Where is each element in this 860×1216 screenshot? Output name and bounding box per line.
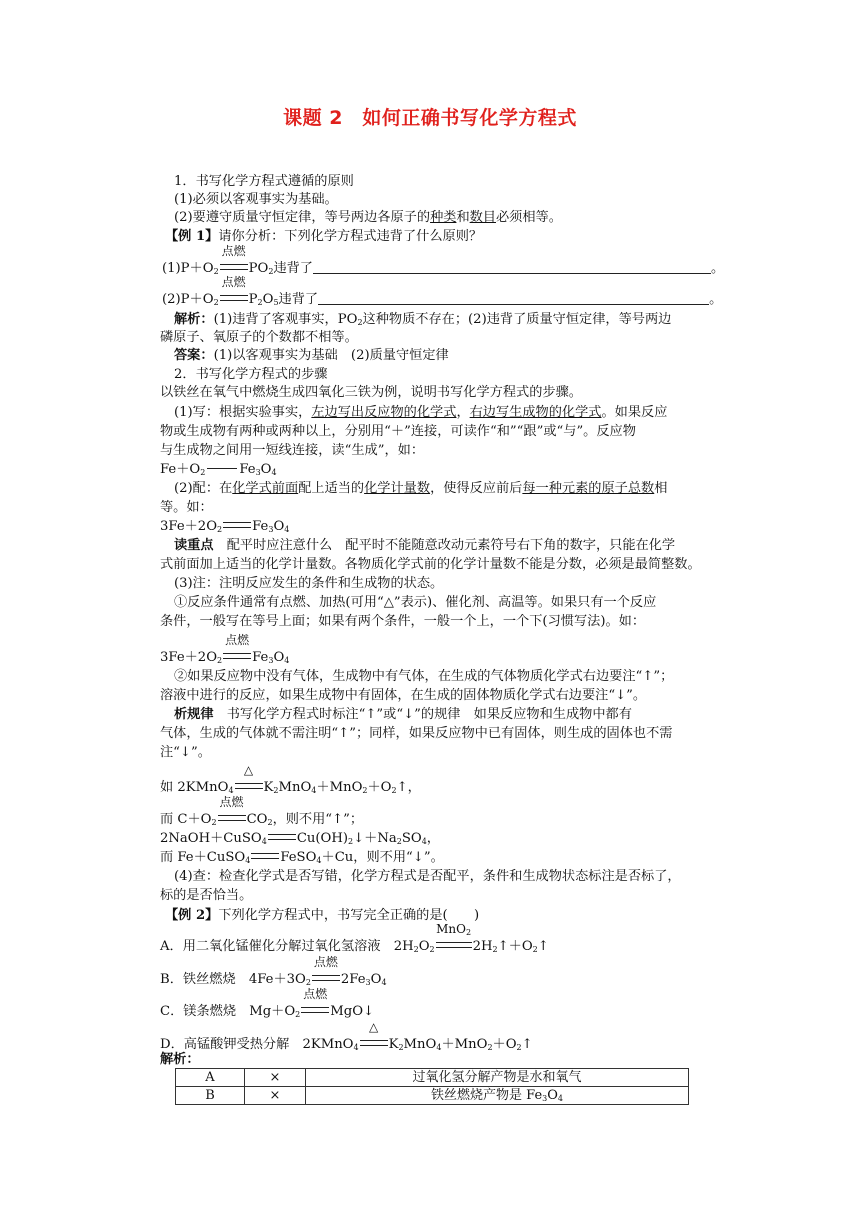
paragraph: (2)要遵守质量守恒定律，等号两边各原子的种类和数目必须相等。 [174, 210, 562, 225]
option-b: B．铁丝燃烧 $4Fe+3O_2$ 点燃 $2Fe_3O_4$ [160, 955, 387, 987]
equation: 2NaOH＋CuSO$_4$ $Cu(OH)_2↓+Na_2SO_4$， [160, 831, 440, 846]
equation: $3Fe+2O_2$ 点燃 $Fe_3O_4$ [160, 633, 290, 665]
table-cell-option: B [176, 1087, 245, 1105]
paragraph: 以铁丝在氧气中燃烧生成四氧化三铁为例，说明书写化学方程式的步骤。 [160, 385, 582, 400]
paragraph: (1)必须以客观事实为基础。 [174, 192, 338, 207]
step-write: (1)写：根据实验事实，左边写出反应物的化学式，右边写生成物的化学式。如果反应 [174, 405, 668, 420]
step-annotate: (3)注：注明反应发生的条件和生成物的状态。 [174, 576, 444, 591]
option-d: D．高锰酸钾受热分解 2KMnO$_4$ △ $K_2MnO_4+MnO_2+O_2↑$ [160, 1020, 533, 1052]
paragraph: ②如果反应物中没有气体，生成物中有气体，在生成的气体物质化学式右边要注“↑”； [174, 669, 674, 684]
rule-note-cont: 气体，生成的气体就不需注明“↑”；同样，如果反应物中已有固体，则生成的固体也不需 [160, 726, 673, 741]
example-1-analysis: 解析：(1)违背了客观事实，$PO_2$这种物质不存在；(2)违背了质量守恒定律，等号两边 [174, 312, 672, 327]
key-point-cont: 式前面加上适当的化学计量数。各物质化学式前的化学计量数不能是分数，必须是最简整数。 [160, 557, 701, 572]
table-cell-reason: 铁丝燃烧产物是 $Fe_3O_4$ [306, 1087, 689, 1105]
example-2-analysis-label: 解析： [160, 1052, 200, 1067]
section-heading: 2．书写化学方程式的步骤 [174, 367, 328, 382]
paragraph: 物或生成物有两种或两种以上，分别用“＋”连接，可读作“和”“跟”或“与”。反应物 [160, 424, 636, 439]
paragraph: 溶液中进行的反应，如果生成物中有固体，在生成的固体物质化学式右边要注“↓”。 [160, 688, 647, 703]
rule-note-cont: 注“↓”。 [160, 745, 211, 760]
table-cell-mark: × [245, 1069, 306, 1087]
step-balance: (2)配：在化学式前面配上适当的化学计量数，使得反应前后每一种元素的原子总数相 [174, 481, 668, 496]
paragraph: 与生成物之间用一短线连接，读“生成”，如： [160, 443, 425, 458]
rule-note: 析规律 书写化学方程式时标注“↑”或“↓”的规律 如果反应物和生成物中都有 [174, 707, 632, 722]
table-cell-mark: × [245, 1087, 306, 1105]
equation: $3Fe+2O_2$ $Fe_3O_4$ [160, 519, 290, 534]
example-2-prompt: 【例 2】下列化学方程式中，书写完全正确的是( ) [165, 908, 480, 923]
example-1-analysis-cont: 磷原子、氧原子的个数都不相等。 [160, 330, 358, 345]
equation: 而 $C+O_2$ 点燃 $CO_2$，则不用“↑”； [160, 795, 364, 827]
step-check: (4)查：检查化学式是否写错，化学方程式是否配平，条件和生成物状态标注是否标了， [174, 869, 681, 884]
key-point: 读重点 配平时应注意什么 配平时不能随意改动元素符号右下角的数字，只能在化学 [174, 538, 676, 553]
option-a: A．用二氧化锰催化分解过氧化氢溶液 $2H_2O_2$ MnO$_2$ $2H_2↑+O_2↑$ [160, 922, 549, 954]
table-cell-reason: 过氧化氢分解产物是水和氧气 [306, 1069, 689, 1087]
example-1-q2: $(2)P+O_2$ 点燃 $P_2O_5$违背了 。 [162, 275, 723, 307]
equation: $Fe+O_2$ $Fe_3O_4$ [160, 462, 277, 477]
paragraph: 条件，一般写在等号上面；如果有两个条件，一般一个上，一个下(习惯写法)。如： [160, 614, 646, 629]
table-row [176, 1069, 689, 1087]
option-c: C．镁条燃烧 $Mg+O_2$ 点燃 MgO↓ [160, 987, 375, 1019]
paragraph: 等。如： [160, 500, 213, 515]
equation: 而 Fe＋CuSO$_4$ FeSO$_4$＋Cu，则不用“↓”。 [160, 850, 444, 865]
example-1-answer: 答案：(1)以客观事实为基础 (2)质量守恒定律 [174, 348, 449, 363]
equation: 如 2KMnO$_4$ △ $K_2MnO_4+MnO_2+O_2↑$， [160, 763, 421, 795]
table-row [176, 1087, 689, 1105]
section-heading: 1．书写化学方程式遵循的原则 [174, 174, 354, 189]
analysis-table [175, 1068, 689, 1105]
table-cell-option: A [176, 1069, 245, 1087]
paragraph: ①反应条件通常有点燃、加热(可用“△”表示)、催化剂、高温等。如果只有一个反应 [174, 595, 657, 610]
paragraph: 标的是否恰当。 [160, 888, 253, 903]
example-1-q1: $(1)P+O_2$ 点燃 $PO_2$违背了 。 [162, 244, 725, 276]
page-title: 课题 2 如何正确书写化学方程式 [283, 107, 577, 129]
example-1-prompt: 【例 1】请你分析：下列化学方程式违背了什么原则？ [165, 229, 483, 244]
